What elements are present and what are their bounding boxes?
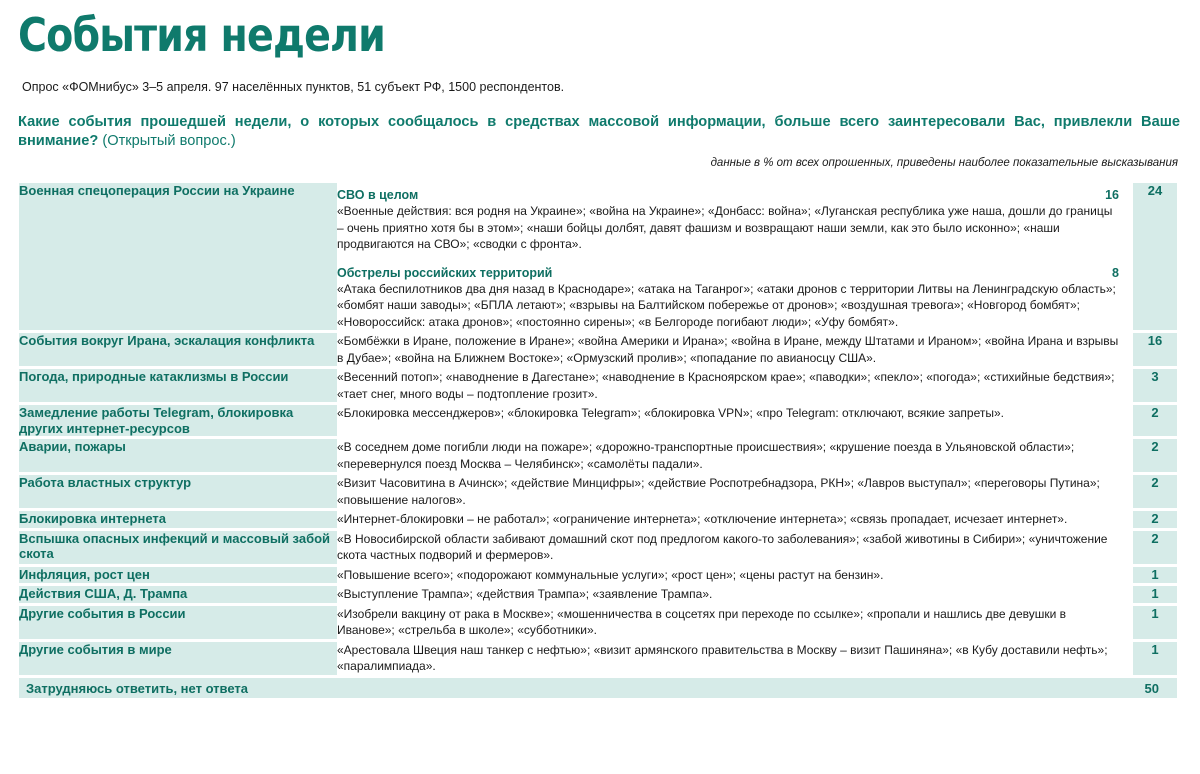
row-category: Блокировка интернета bbox=[19, 511, 337, 528]
row-category: Другие события в мире bbox=[19, 642, 337, 675]
row-value: 1 bbox=[1121, 606, 1177, 639]
table-row bbox=[19, 567, 1177, 584]
row-description: «В Новосибирской области забивают домашний скот под предлогом какого-то заболевания»; «забой животины в Сибири»; «уничтожение скота частных подворий и фермеров». bbox=[337, 531, 1121, 564]
sub-value: 16 bbox=[1105, 188, 1119, 202]
results-table bbox=[19, 180, 1177, 701]
row-value: 1 bbox=[1121, 567, 1177, 584]
row-category: События вокруг Ирана, эскалация конфликта bbox=[19, 333, 337, 366]
row-description: «Выступление Трампа»; «действия Трампа»; «заявление Трампа». bbox=[337, 586, 1121, 603]
row-category: Другие события в России bbox=[19, 606, 337, 639]
table-row bbox=[19, 531, 1177, 564]
table-row bbox=[19, 586, 1177, 603]
sub-title: СВО в целом bbox=[337, 188, 419, 202]
row-description: «Арестовала Швеция наш танкер с нефтью»; «визит армянского правительства в Москву – визит Пашиняна»; «в Кубу доставили нефть»; «паралимпиада». bbox=[337, 642, 1121, 675]
sub-title: Обстрелы российских территорий bbox=[337, 265, 553, 280]
data-note: данные в % от всех опрошенных, приведены наиболее показательные высказывания bbox=[710, 157, 1178, 169]
row-description: «Бомбёжки в Иране, положение в Иране»; «война Америки и Ирана»; «война в Иране, между Штатами и Ираном»; «война Ирана и взрывы в Дубае»; «война на Ближнем Востоке»; «Ормузский пролив»; «попадание по авианосцу США». bbox=[337, 333, 1121, 366]
table-row bbox=[19, 333, 1177, 366]
row-category: Действия США, Д. Трампа bbox=[19, 586, 337, 603]
sub-text: «Военные действия: вся родня на Украине»; «война на Украине»; «Донбасс: война»; «Луганская республика уже наша, дошли до границы – очень приятно хотя бы в этом»; «наши бойцы долбят, давят фашизм и возвращают наши земли, как это было исконно»; «наши продвигаются на СВО»; «сводки с фронта». bbox=[337, 204, 1113, 251]
row-category: Инфляция, рост цен bbox=[19, 567, 337, 584]
row-value: 24 bbox=[1121, 183, 1177, 330]
row-value: 2 bbox=[1121, 439, 1177, 472]
row-value: 2 bbox=[1121, 475, 1177, 508]
row-value: 3 bbox=[1121, 369, 1177, 402]
total-label: Затрудняюсь ответить, нет ответа bbox=[19, 678, 1121, 698]
table-row bbox=[19, 439, 1177, 472]
sub-block bbox=[337, 183, 1121, 253]
row-category: Аварии, пожары bbox=[19, 439, 337, 472]
row-description: «Изобрели вакцину от рака в Москве»; «мошенничества в соцсетях при переходе по ссылке»; «пропали и нашлись две девушки в Иванове»; «стрельба в школе»; «субботники». bbox=[337, 606, 1121, 639]
row-category: Погода, природные катаклизмы в России bbox=[19, 369, 337, 402]
row-category: Работа властных структур bbox=[19, 475, 337, 508]
row-description: «Блокировка мессенджеров»; «блокировка Telegram»; «блокировка VPN»; «про Telegram: отключают, всякие запреты». bbox=[337, 405, 1121, 436]
row-value: 2 bbox=[1121, 405, 1177, 436]
table-row bbox=[19, 183, 1177, 330]
sub-block bbox=[337, 261, 1121, 331]
survey-info: Опрос «ФОМнибус» 3–5 апреля. 97 населённых пунктов, 51 субъект РФ, 1500 респондентов. bbox=[22, 80, 565, 94]
total-row bbox=[19, 678, 1177, 698]
sub-value: 8 bbox=[1112, 265, 1119, 280]
total-value: 50 bbox=[1121, 678, 1177, 698]
question-text: Какие события прошедшей недели, о которых сообщалось в средствах массовой информации, больше всего заинтересовали Вас, привлекли Ваше внимание? bbox=[18, 114, 1180, 149]
question-note: (Открытый вопрос.) bbox=[102, 133, 236, 149]
table-row bbox=[19, 475, 1177, 508]
row-description: «В соседнем доме погибли люди на пожаре»; «дорожно-транспортные происшествия»; «крушение поезда в Ульяновской области»; «перевернулся поезд Москва – Челябинск»; «самолёты падали». bbox=[337, 439, 1121, 472]
row-value: 16 bbox=[1121, 333, 1177, 366]
sub-text: «Атака беспилотников два дня назад в Краснодаре»; «атака на Таганрог»; «атаки дронов с территории Литвы на Ленинградскую область»; «бомбят наши заводы»; «БПЛА летают»; «взрывы на Балтийском побережье от дронов»; «воздушная тревога»; «Новгород бомбят»; «Новороссийск: атака дронов»; «постоянно сирены»; «в Белгороде погибают люди»; «Уфу бомбят». bbox=[337, 281, 1116, 329]
row-value: 1 bbox=[1121, 586, 1177, 603]
row-category: Военная спецоперация России на Украине bbox=[19, 183, 337, 330]
row-description: «Весенний потоп»; «наводнение в Дагестане»; «наводнение в Красноярском крае»; «паводки»; «пекло»; «погода»; «стихийные бедствия»; «тает снег, много воды – подтопление грозит». bbox=[337, 369, 1121, 402]
table-row bbox=[19, 369, 1177, 402]
table-row bbox=[19, 642, 1177, 675]
table-row bbox=[19, 606, 1177, 639]
table-row bbox=[19, 405, 1177, 436]
row-value: 1 bbox=[1121, 642, 1177, 675]
row-category: Замедление работы Telegram, блокировка других интернет-ресурсов bbox=[19, 405, 337, 436]
table-row bbox=[19, 511, 1177, 528]
row-description: «Повышение всего»; «подорожают коммунальные услуги»; «рост цен»; «цены растут на бензин». bbox=[337, 567, 1121, 584]
page-title: События недели bbox=[18, 8, 386, 62]
row-value: 2 bbox=[1121, 511, 1177, 528]
row-value: 2 bbox=[1121, 531, 1177, 564]
row-category: Вспышка опасных инфекций и массовый забой скота bbox=[19, 531, 337, 564]
row-description: «Визит Часовитина в Ачинск»; «действие Минцифры»; «действие Роспотребнадзора, РКН»; «Лавров выступал»; «переговоры Путина»; «повышение налогов». bbox=[337, 475, 1121, 508]
survey-question bbox=[18, 113, 1180, 151]
row-description: «Интернет-блокировки – не работал»; «ограничение интернета»; «отключение интернета»; «связь пропадает, исчезает интернет». bbox=[337, 511, 1121, 528]
row-description bbox=[337, 183, 1121, 330]
